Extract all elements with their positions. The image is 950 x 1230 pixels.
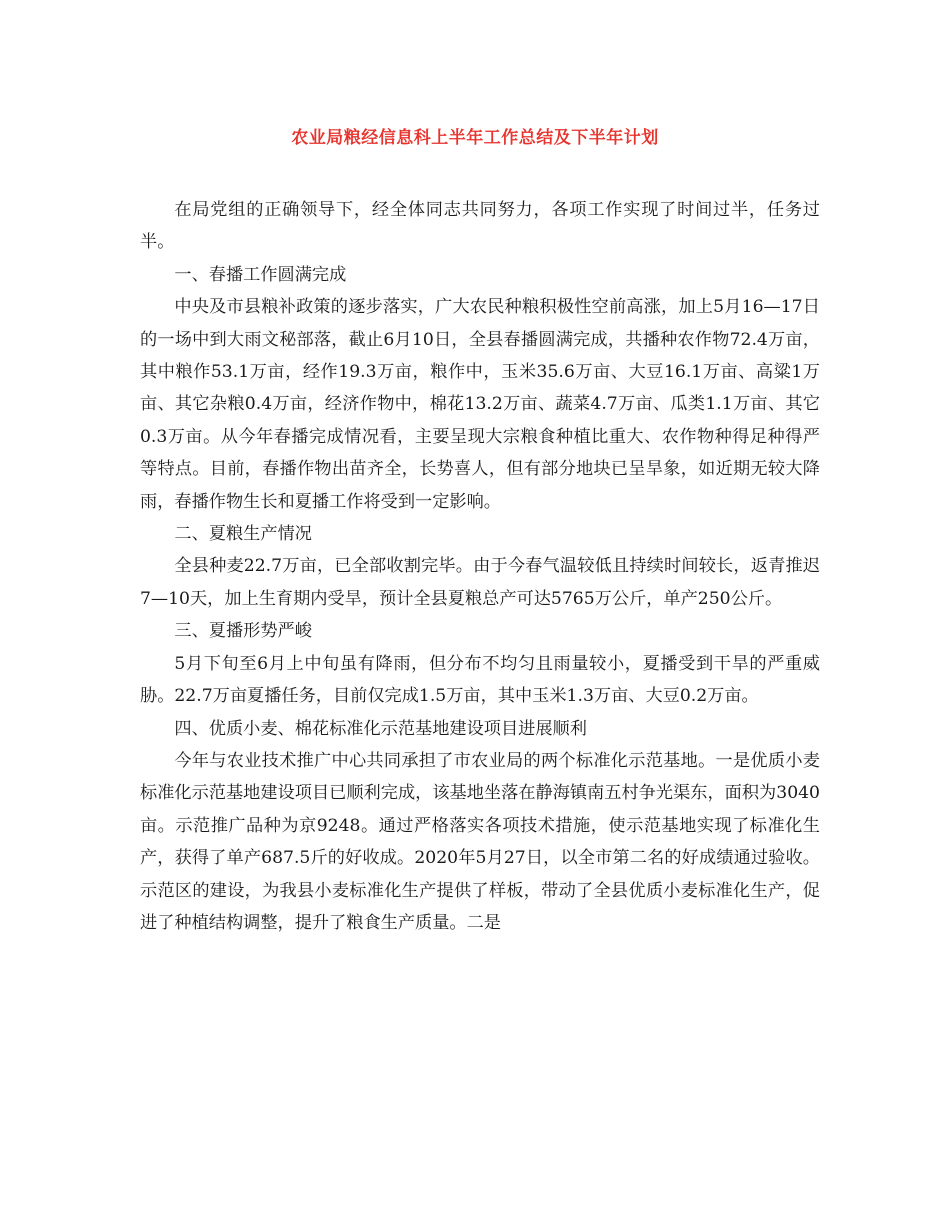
section-heading-demonstration-base: 四、优质小麦、棉花标准化示范基地建设项目进展顺利 [174, 718, 587, 739]
summer-grain-paragraph: 全县种麦22.7万亩，已全部收割完毕。由于今春气温较低且持续时间较长，返青推迟7—10天，加上生育期内受旱，预计全县夏粮总产可达5765万公斤，单产250公斤。 [140, 556, 820, 609]
section-heading-summer-grain: 二、夏粮生产情况 [174, 524, 312, 545]
document-body [140, 194, 820, 939]
intro-paragraph: 在局党组的正确领导下，经全体同志共同努力，各项工作实现了时间过半，任务过半。 [140, 200, 820, 253]
spring-sowing-paragraph: 中央及市县粮补政策的逐步落实，广大农民种粮积极性空前高涨，加上5月16—17日的一场中到大雨文秘部落，截止6月10日，全县春播圆满完成，共播种农作物72.4万亩，其中粮作53.1万亩，经作19.3万亩，粮作中，玉米35.6万亩、大豆16.1万亩、高粱1万亩、其它杂粮0.4万亩，经济作物中，棉花13.2万亩、蔬菜4.7万亩、瓜类1.1万亩、其它0.3万亩。从今年春播完成情况看，主要呈现大宗粮食种植比重大、农作物种得足种得严等特点。目前，春播作物出苗齐全，长势喜人，但有部分地块已呈旱象，如近期无较大降雨，春播作物生长和夏播工作将受到一定影响。 [140, 297, 820, 512]
summer-planting-paragraph: 5月下旬至6月上中旬虽有降雨，但分布不均匀且雨量较小，夏播受到干旱的严重威胁。22.7万亩夏播任务，目前仅完成1.5万亩，其中玉米1.3万亩、大豆0.2万亩。 [140, 653, 820, 707]
document-title: 农业局粮经信息科上半年工作总结及下半年计划 [291, 128, 659, 148]
section-heading-spring-sowing: 一、春播工作圆满完成 [174, 264, 347, 285]
demonstration-base-paragraph: 今年与农业技术推广中心共同承担了市农业局的两个标准化示范基地。一是优质小麦标准化示范基地建设项目已顺利完成，该基地坐落在静海镇南五村争光渠东，面积为3040亩。示范推广品种为京9248。通过严格落实各项技术措施，使示范基地实现了标准化生产，获得了单产687.5斤的好收成。2020年5月27日，以全市第二名的好成绩通过验收。示范区的建设，为我县小麦标准化生产提供了样板，带动了全县优质小麦标准化生产，促进了种植结构调整，提升了粮食生产质量。二是 [140, 750, 820, 933]
section-heading-summer-planting: 三、夏播形势严峻 [174, 621, 312, 642]
